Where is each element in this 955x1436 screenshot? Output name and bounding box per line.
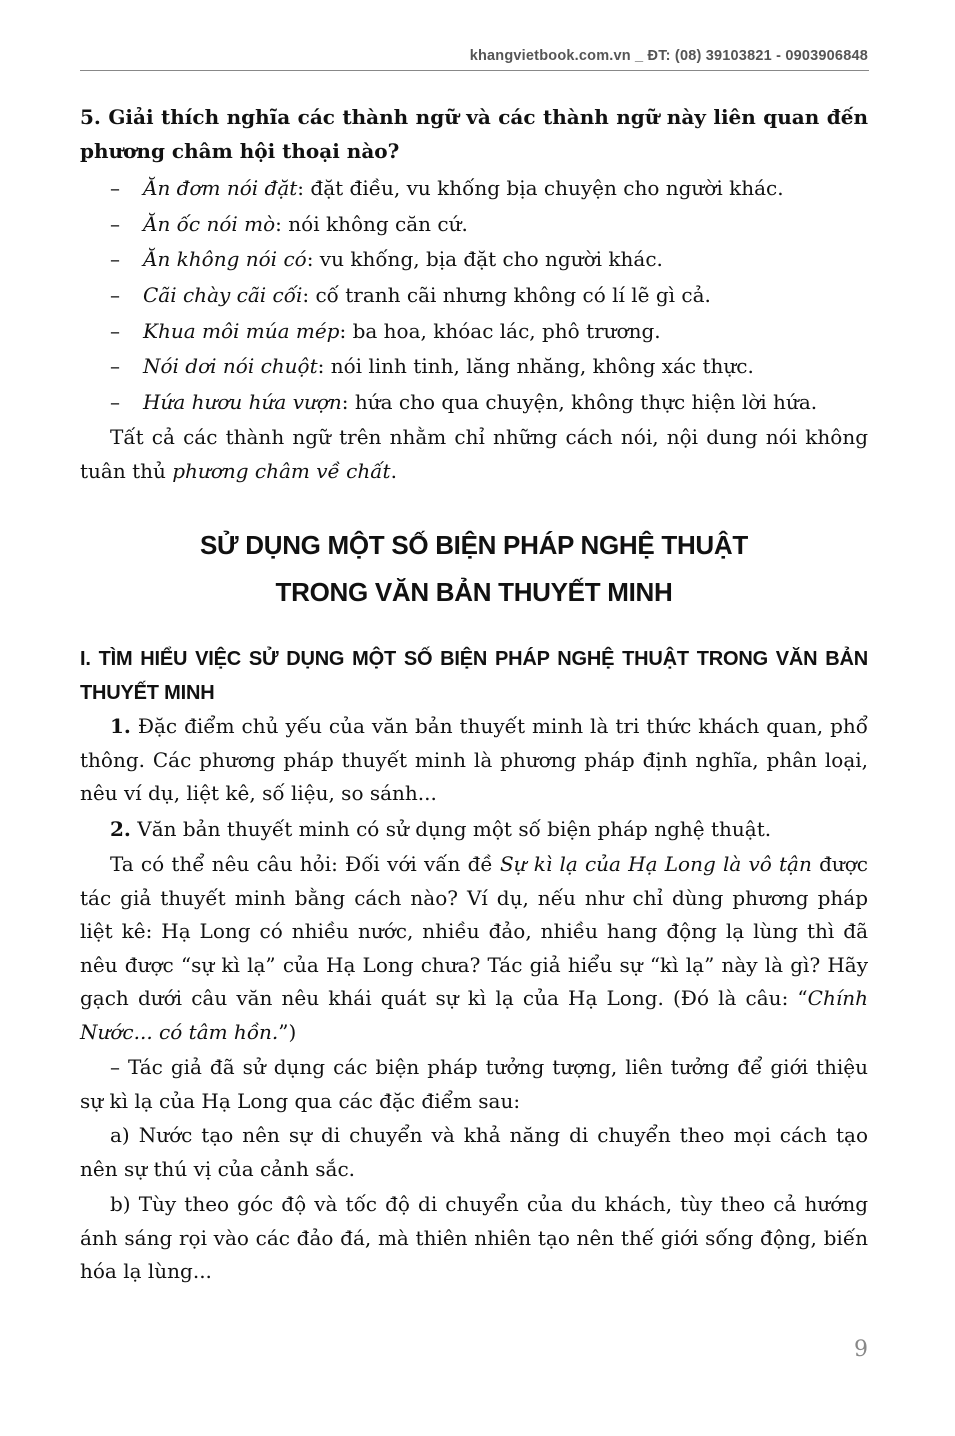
- idiom-meaning: : đặt điều, vu khống bịa chuyện cho người khác.: [297, 176, 784, 200]
- idiom-list: [80, 171, 868, 421]
- idiom: Khua môi múa mép: [143, 318, 340, 343]
- list-item: – Khua môi múa mép: ba hoa, khóac lác, phô trương.: [110, 318, 661, 343]
- idiom: Ăn ốc nói mò: [143, 211, 276, 236]
- header-divider: [80, 70, 869, 71]
- section-heading: I. TÌM HIỂU VIỆC SỬ DỤNG MỘT SỐ BIỆN PHÁP NGHỆ THUẬT TRONG VĂN BẢN THUYẾT MINH: [80, 648, 868, 704]
- paragraph-2: 2. Văn bản thuyết minh có sử dụng một số biện pháp nghệ thuật.: [110, 817, 772, 841]
- idiom-meaning: : ba hoa, khóac lác, phô trương.: [339, 318, 661, 343]
- page-header: khangvietbook.com.vn _ ĐT: (08) 39103821 - 0903906848: [469, 48, 868, 64]
- idiom: Nói dơi nói chuột: [143, 354, 318, 379]
- chapter-title-line-1: SỬ DỤNG MỘT SỐ BIỆN PHÁP NGHỆ THUẬT: [200, 530, 748, 560]
- list-item: – Hứa hươu hứa vượn: hứa cho qua chuyện, không thực hiện lời hứa.: [110, 390, 818, 415]
- page-number: 9: [854, 1337, 868, 1362]
- chapter-title-line-2: TRONG VĂN BẢN THUYẾT MINH: [275, 577, 673, 607]
- idiom: Ăn đơm nói đặt: [143, 176, 298, 200]
- idiom-meaning: : cố tranh cãi nhưng không có lí lẽ gì cả.: [302, 283, 711, 308]
- list-item: – Ăn không nói có: vu khống, bịa đặt cho người khác.: [110, 247, 663, 272]
- paragraph-1: 1. Đặc điểm chủ yếu của văn bản thuyết minh là tri thức khách quan, phổ thông. Các phương pháp thuyết minh là phương pháp định nghĩa, phân loại, nêu ví dụ, liệt kê, số liệu, so sánh...: [80, 714, 868, 805]
- list-item: – Cãi chày cãi cối: cố tranh cãi nhưng không có lí lẽ gì cả.: [110, 283, 711, 308]
- idiom-meaning: : nói không căn cứ.: [275, 211, 468, 236]
- idiom: Ăn không nói có: [143, 247, 307, 272]
- paragraph-5: a) Nước tạo nên sự di chuyển và khả năng di chuyển theo mọi cách tạo nên sự thú vị của cảnh sắc.: [80, 1123, 868, 1181]
- question-5: 5. Giải thích nghĩa các thành ngữ và các thành ngữ này liên quan đến phương châm hội thoại nào?: [80, 105, 868, 163]
- list-item: – Nói dơi nói chuột: nói linh tinh, lăng nhăng, không xác thực.: [110, 354, 754, 379]
- idiom-meaning: : nói linh tinh, lăng nhăng, không xác thực.: [317, 354, 754, 379]
- idiom-meaning: : hứa cho qua chuyện, không thực hiện lời hứa.: [341, 390, 818, 415]
- paragraph-6: b) Tùy theo góc độ và tốc độ di chuyển của du khách, tùy theo cả hướng ánh sáng rọi vào các đảo đá, mà thiên nhiên tạo nên thế giới sống động, biến hóa lạ lùng...: [80, 1192, 868, 1283]
- idiom: Cãi chày cãi cối: [143, 283, 303, 308]
- idiom-meaning: : vu khống, bịa đặt cho người khác.: [306, 247, 663, 272]
- paragraph-3: Ta có thể nêu câu hỏi: Đối với vấn đề Sự kì lạ của Hạ Long là vô tận được tác giả thuyết minh bằng cách nào? Ví dụ, nếu như chỉ dùng phương pháp liệt kê: Hạ Long có nhiều nước, nhiều đảo, nhiều hang động lạ lùng thì đã nêu được “sự kì lạ” của Hạ Long chưa? Tác giả hiểu sự “kì lạ” này là gì? Hãy gạch dưới câu văn nêu khái quát sự kì lạ của Hạ Long. (Đó là câu: “Chính Nước... có tâm hồn.”): [80, 852, 869, 1044]
- conclusion-paragraph: Tất cả các thành ngữ trên nhằm chỉ những cách nói, nội dung nói không tuân thủ phương châm về chất.: [80, 425, 868, 483]
- idiom: Hứa hươu hứa vượn: [143, 390, 342, 415]
- list-item: – Ăn đơm nói đặt: đặt điều, vu khống bịa chuyện cho người khác.: [110, 176, 784, 200]
- list-item: – Ăn ốc nói mò: nói không căn cứ.: [110, 211, 468, 236]
- paragraph-4: – Tác giả đã sử dụng các biện pháp tưởng tượng, liên tưởng để giới thiệu sự kì lạ của Hạ Long qua các đặc điểm sau:: [80, 1055, 868, 1113]
